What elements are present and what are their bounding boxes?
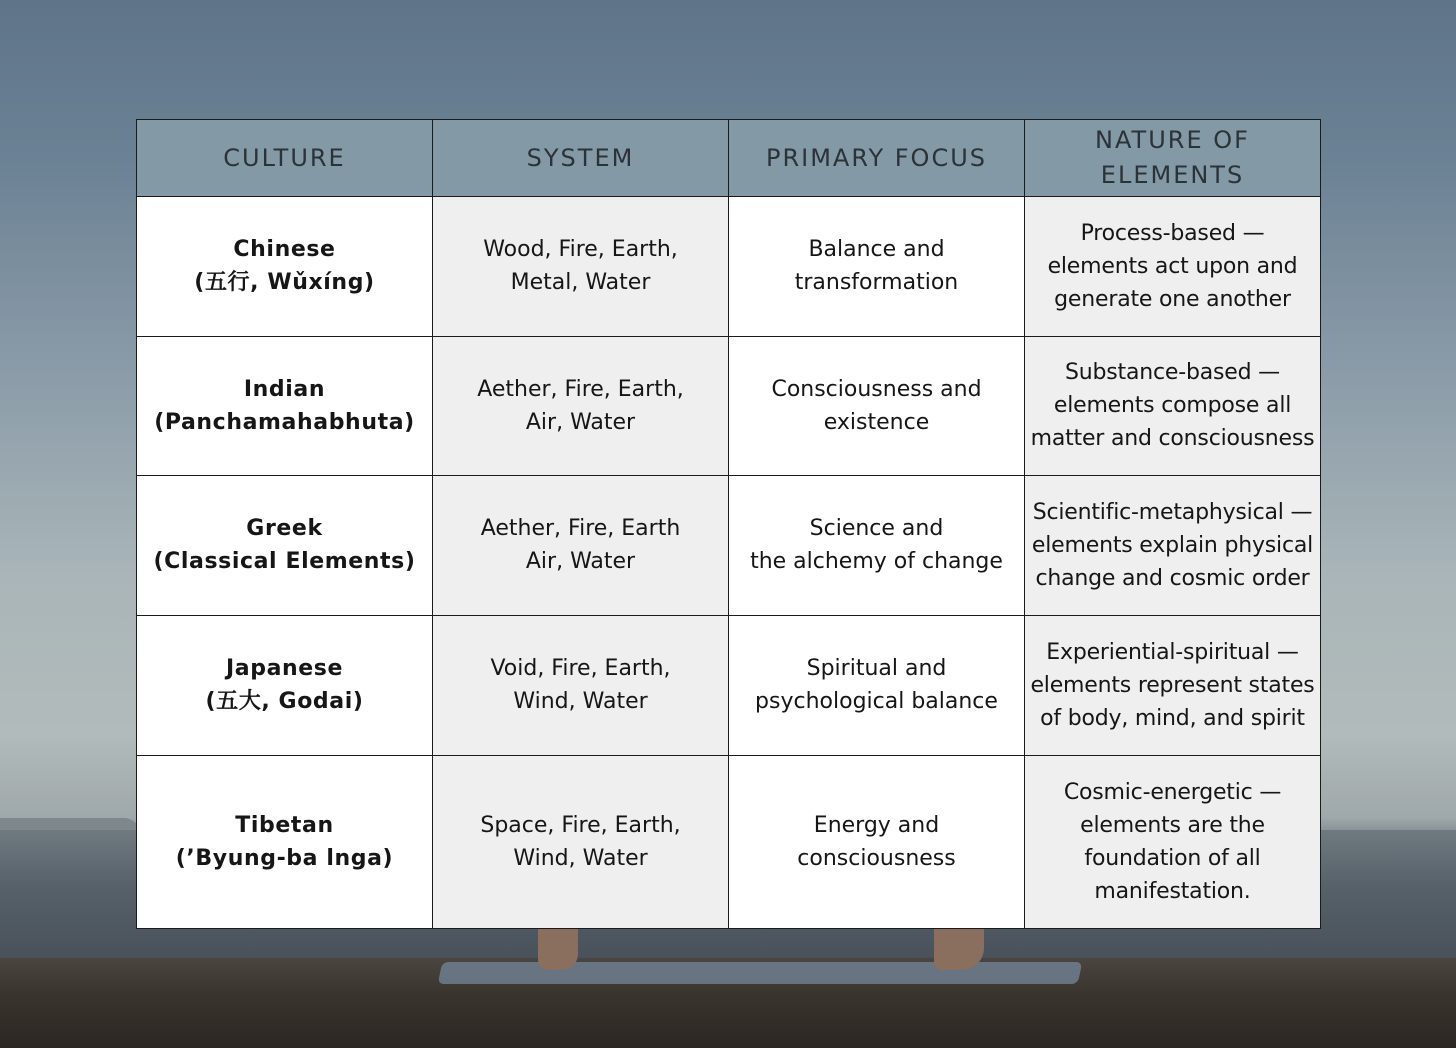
culture-subtitle: (Classical Elements) xyxy=(153,549,416,575)
header-system-label: SYSTEM xyxy=(526,143,635,172)
nature-line: manifestation. xyxy=(1094,879,1251,905)
system-line: Wind, Water xyxy=(513,846,648,872)
focus-line: transformation xyxy=(794,270,959,296)
culture-subtitle: (五行, Wǔxíng) xyxy=(194,270,375,296)
focus-cell xyxy=(729,615,1025,756)
focus-cell xyxy=(729,197,1025,337)
culture-name: Indian xyxy=(243,376,326,402)
right-foot xyxy=(934,928,984,970)
focus-line: Spiritual and xyxy=(806,656,947,682)
culture-cell xyxy=(137,336,433,476)
focus-line: the alchemy of change xyxy=(750,549,1003,575)
system-line: Metal, Water xyxy=(510,270,651,296)
focus-line: Science and xyxy=(809,516,944,542)
nature-line: elements act upon and xyxy=(1047,253,1298,279)
culture-name: Japanese xyxy=(225,656,344,682)
nature-cell xyxy=(1025,476,1321,616)
culture-name: Greek xyxy=(246,516,323,542)
focus-line: Energy and xyxy=(813,813,940,839)
system-line: Space, Fire, Earth, xyxy=(480,813,681,839)
focus-line: Balance and xyxy=(808,237,945,263)
system-line: Void, Fire, Earth, xyxy=(490,656,671,682)
focus-cell xyxy=(729,336,1025,476)
header-primary-focus xyxy=(729,120,1025,197)
nature-line: matter and consciousness xyxy=(1030,426,1315,452)
header-nature-of-elements xyxy=(1025,120,1321,197)
table-row xyxy=(137,756,1321,929)
focus-line: Consciousness and xyxy=(771,376,982,402)
focus-line: existence xyxy=(823,409,930,435)
focus-cell xyxy=(729,476,1025,616)
nature-cell xyxy=(1025,336,1321,476)
system-line: Air, Water xyxy=(525,549,636,575)
header-culture xyxy=(137,120,433,197)
system-cell xyxy=(433,197,729,337)
left-foot xyxy=(538,928,578,970)
header-primary-focus-label: PRIMARY FOCUS xyxy=(765,143,988,172)
table-row xyxy=(137,197,1321,337)
culture-cell xyxy=(137,197,433,337)
nature-line: change and cosmic order xyxy=(1035,565,1310,591)
nature-line: Scientific-metaphysical — xyxy=(1032,499,1313,525)
nature-cell xyxy=(1025,615,1321,756)
culture-cell xyxy=(137,615,433,756)
culture-subtitle: (Panchamahabhuta) xyxy=(154,409,415,435)
table-row xyxy=(137,336,1321,476)
nature-line: of body, mind, and spirit xyxy=(1040,705,1305,731)
yoga-mat xyxy=(438,962,1083,984)
nature-line: Process-based — xyxy=(1080,220,1265,246)
system-cell xyxy=(433,756,729,929)
focus-cell xyxy=(729,756,1025,929)
system-cell xyxy=(433,336,729,476)
culture-subtitle: (五大, Godai) xyxy=(205,689,364,715)
elements-comparison-table xyxy=(136,119,1321,929)
nature-cell xyxy=(1025,756,1321,929)
header-nature-label: NATURE OF ELEMENTS xyxy=(1095,126,1250,189)
table-row xyxy=(137,476,1321,616)
nature-line: Experiential-spiritual — xyxy=(1046,639,1299,665)
system-cell xyxy=(433,476,729,616)
nature-line: elements are the xyxy=(1080,813,1265,839)
culture-name: Tibetan xyxy=(235,813,334,839)
header-row xyxy=(137,120,1321,197)
nature-line: elements compose all xyxy=(1053,393,1292,419)
culture-cell xyxy=(137,756,433,929)
system-line: Air, Water xyxy=(525,409,636,435)
header-system xyxy=(433,120,729,197)
nature-line: elements explain physical xyxy=(1031,532,1314,558)
system-cell xyxy=(433,615,729,756)
culture-subtitle: (’Byung-ba lnga) xyxy=(175,846,394,872)
culture-cell xyxy=(137,476,433,616)
system-line: Wood, Fire, Earth, xyxy=(483,237,678,263)
culture-name: Chinese xyxy=(233,237,336,263)
focus-line: consciousness xyxy=(797,846,956,872)
header-culture-label: CULTURE xyxy=(223,143,346,172)
system-line: Wind, Water xyxy=(513,689,648,715)
nature-cell xyxy=(1025,197,1321,337)
table-row xyxy=(137,615,1321,756)
nature-line: Cosmic-energetic — xyxy=(1063,780,1282,806)
system-line: Aether, Fire, Earth xyxy=(480,516,681,542)
system-line: Aether, Fire, Earth, xyxy=(477,376,684,402)
nature-line: Substance-based — xyxy=(1065,360,1280,386)
focus-line: psychological balance xyxy=(755,689,998,715)
nature-line: generate one another xyxy=(1054,286,1291,312)
nature-line: elements represent states xyxy=(1030,672,1315,698)
nature-line: foundation of all xyxy=(1084,846,1261,872)
